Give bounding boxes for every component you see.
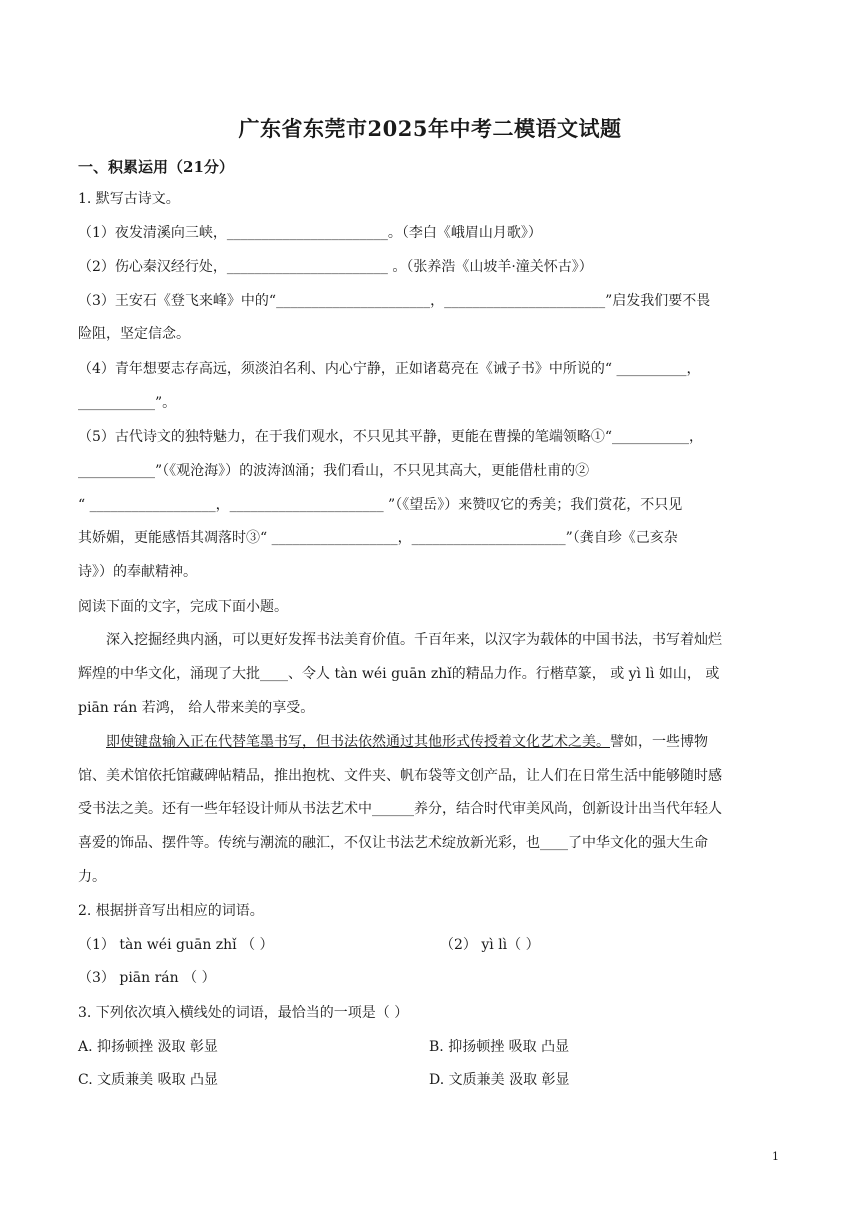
passage-para2-line5: 力。: [78, 869, 106, 885]
q1-part5-line3: “ __________________，______________________ ”（《望岳》）来赞叹它的秀美；我们赏花，不只见: [78, 497, 683, 513]
q3-option-a: A. 抑扬顿挫 汲取 彰显: [78, 1039, 218, 1055]
q2-item1: （1） tàn wéi guān zhǐ （ ）: [78, 937, 274, 953]
q1-part5-line4: 其娇媚，更能感悟其凋落时③“ __________________，______________________”（龚自珍《己亥杂: [78, 530, 678, 546]
q1-part2: （2）伤心秦汉经行处，_______________________ 。（张养浩《山坡羊·潼关怀古》）: [78, 259, 593, 275]
passage-para2-line4: 喜爱的饰品、摆件等。传统与潮流的融汇，不仅让书法艺术绽放新光彩，也____了中华文化的强大生命: [78, 835, 708, 851]
passage-para2-line3: 受书法之美。还有一些年轻设计师从书法艺术中______养分，结合时代审美风尚，创新设计出当代年轻人: [78, 801, 722, 817]
q1-part3-line2: 险阻，坚定信念。: [78, 326, 190, 342]
q1-part5-line1: （5）古代诗文的独特魅力，在于我们观水，不只见其平静，更能在曹操的笔端领略①“___________，: [78, 429, 704, 445]
passage-text: 譬如，一些博物: [610, 734, 708, 750]
q3-option-c: C. 文质兼美 吸取 凸显: [78, 1072, 219, 1088]
page-number: 1: [772, 1150, 779, 1163]
passage-para1-line3: piān rán 若鸿， 给人带来美的享受。: [78, 700, 315, 716]
reading-intro: 阅读下面的文字，完成下面小题。: [78, 599, 288, 615]
q3-option-b: B. 抑扬顿挫 吸取 凸显: [429, 1039, 570, 1055]
passage-para2-line1: [78, 732, 782, 752]
q2-item2: （2） yì lì（ ）: [440, 937, 540, 953]
underlined-sentence: 即使键盘输入正在代替笔墨书写，但书法依然通过其他形式传授着文化艺术之美。: [106, 734, 610, 750]
q2-item3: （3） piān rán （ ）: [78, 970, 216, 986]
q1-stem: 1. 默写古诗文。: [78, 191, 180, 207]
q1-part1: （1）夜发清溪向三峡，_______________________。（李白《峨眉山月歌》）: [78, 225, 542, 241]
passage-para2-line2: 馆、美术馆依托馆藏碑帖精品，推出抱枕、文件夹、帆布袋等文创产品，让人们在日常生活中能够随时感: [78, 768, 722, 784]
q1-part5-line5: 诗》）的奉献精神。: [78, 564, 197, 580]
q3-stem: 3. 下列依次填入横线处的词语，最恰当的一项是（ ）: [78, 1005, 409, 1021]
q1-part5-line2: ___________”（《观沧海》）的波涛汹涌；我们看山，不只见其高大，更能借杜甫的②: [78, 463, 590, 479]
section-heading: 一、积累运用（21分）: [78, 158, 234, 176]
q3-option-d: D. 文质兼美 汲取 彰显: [429, 1072, 570, 1088]
q1-part3-line1: （3）王安石《登飞来峰》中的“______________________，_______________________”启发我们要不畏: [78, 293, 711, 309]
passage-para1-line2: 辉煌的中华文化，涌现了大批____、令人 tàn wéi guān zhǐ的精品力作。行楷草篆， 或 yì lì 如山， 或: [78, 666, 720, 682]
q1-part4-line2: ___________”。: [78, 395, 177, 411]
q1-part4-line1: （4）青年想要志存高远，须淡泊名利、内心宁静，正如诸葛亮在《诫子书》中所说的“ __________，: [78, 361, 701, 377]
page-title: 广东省东莞市2025年中考二模语文试题: [238, 116, 622, 141]
passage-para1-line1: 深入挖掘经典内涵，可以更好发挥书法美育价值。千百年来，以汉字为载体的中国书法，书写着灿烂: [106, 632, 722, 648]
q2-stem: 2. 根据拼音写出相应的词语。: [78, 903, 264, 919]
